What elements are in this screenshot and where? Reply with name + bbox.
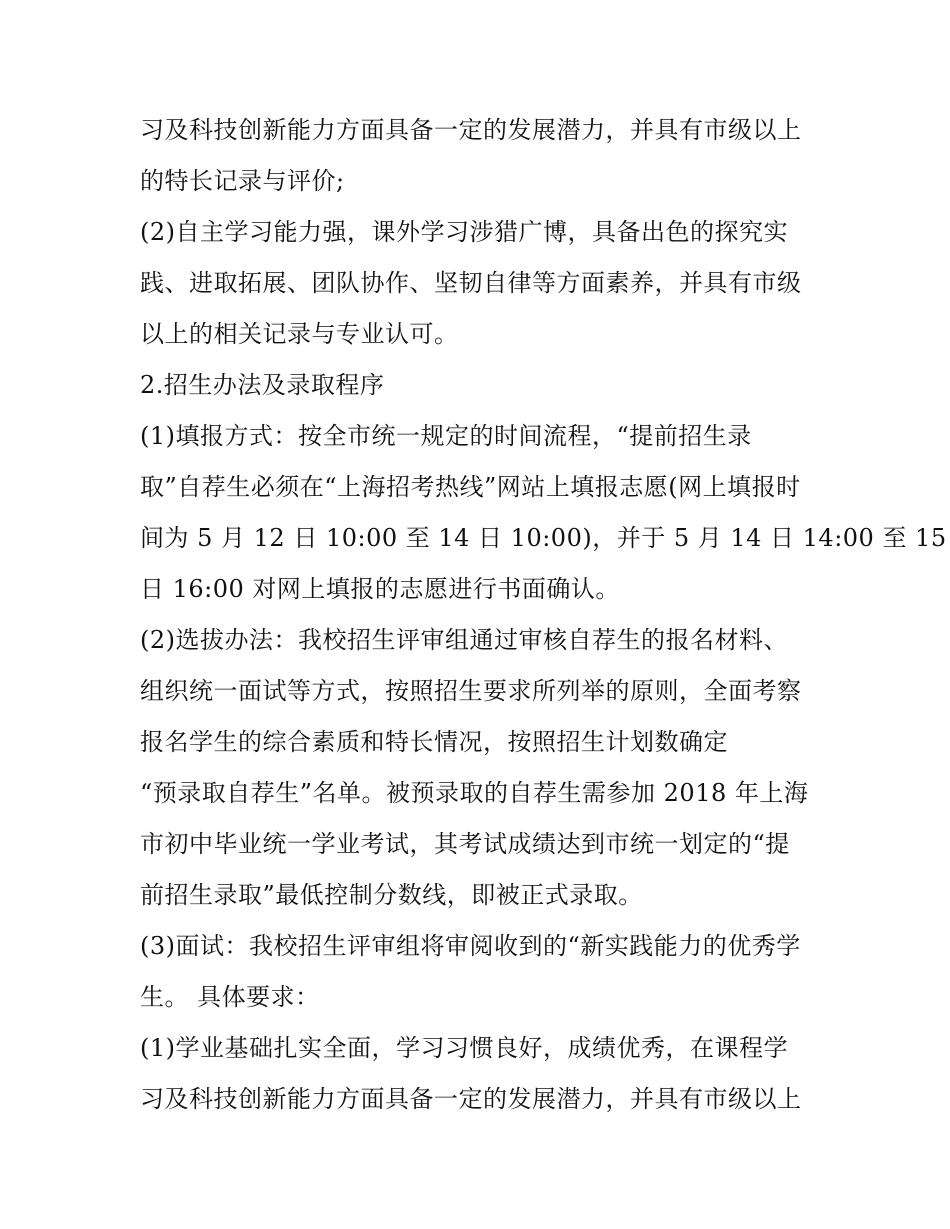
text-line: 的特长记录与评价; <box>140 167 345 195</box>
text-line: 组织统一面试等方式，按照招生要求所列举的原则，全面考察 <box>140 677 802 705</box>
text-line: 取”自荐生必须在“上海招考热线”网站上填报志愿(网上填报时 <box>140 473 801 501</box>
text-line: (3)面试：我校招生评审组将审阅收到的“新实践能力的优秀学 <box>140 932 801 960</box>
text-line: 以上的相关记录与专业认可。 <box>140 320 459 348</box>
text-line: 生。 具体要求： <box>140 983 320 1011</box>
text-line: 前招生录取”最低控制分数线，即被正式录取。 <box>140 881 643 909</box>
text-line: 市初中毕业统一学业考试，其考试成绩达到市统一划定的“提 <box>140 830 790 858</box>
text-line: 报名学生的综合素质和特长情况，按照招生计划数确定 <box>140 728 728 756</box>
text-line: 践、进取拓展、团队协作、坚韧自律等方面素养，并具有市级 <box>140 269 802 297</box>
text-line: (2)选拔办法：我校招生评审组通过审核自荐生的报名材料、 <box>140 626 788 654</box>
text-line: 间为 5 月 12 日 10:00 至 14 日 10:00)，并于 5 月 14 日 14:00 至 15 <box>140 524 947 552</box>
text-line: “预录取自荐生”名单。被预录取的自荐生需参加 2018 年上海 <box>140 779 809 807</box>
text-line: (1)学业基础扎实全面，学习习惯良好，成绩优秀，在课程学 <box>140 1034 788 1062</box>
document-body <box>140 105 947 1125</box>
text-line: 日 16:00 对网上填报的志愿进行书面确认。 <box>140 575 620 603</box>
text-line: (1)填报方式：按全市统一规定的时间流程，“提前招生录 <box>140 422 752 450</box>
section-heading: 2.招生办法及录取程序 <box>140 371 385 399</box>
text-line: 习及科技创新能力方面具备一定的发展潜力，并具有市级以上 <box>140 1085 802 1113</box>
text-line: 习及科技创新能力方面具备一定的发展潜力，并具有市级以上 <box>140 116 802 144</box>
text-line: (2)自主学习能力强，课外学习涉猎广博，具备出色的探究实 <box>140 218 788 246</box>
